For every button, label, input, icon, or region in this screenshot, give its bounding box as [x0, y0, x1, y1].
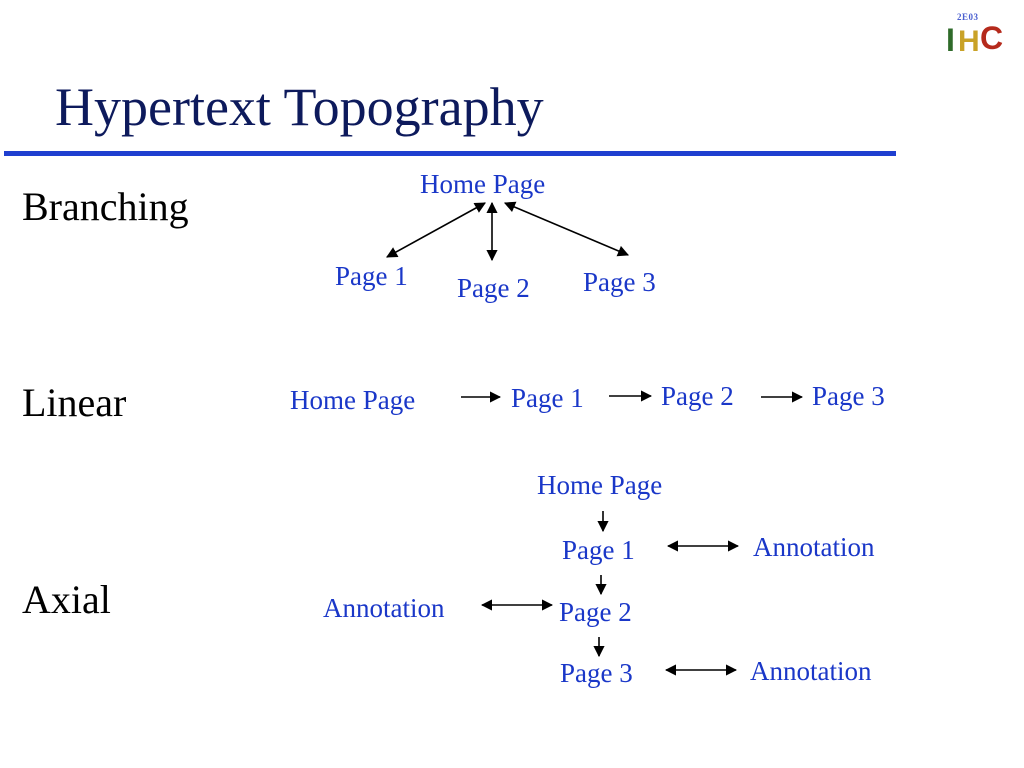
logo-letter-h: H: [958, 25, 980, 58]
branch-node-page2: Page 2: [457, 273, 530, 303]
linear-node-home: Home Page: [290, 385, 416, 415]
logo-letter-c: C: [980, 20, 1004, 56]
linear-node-page1: Page 1: [511, 383, 584, 413]
axial-node-page2: Page 2: [559, 597, 632, 627]
axial-annotation-page1: Annotation: [753, 532, 875, 562]
axial-node-page3: Page 3: [560, 658, 633, 688]
branch-node-page1: Page 1: [335, 261, 408, 291]
section-label-linear: Linear: [22, 380, 127, 425]
branch-arrow-home-page3: [505, 203, 628, 255]
branch-node-home: Home Page: [420, 169, 546, 199]
branch-node-page3: Page 3: [583, 267, 656, 297]
axial-annotation-page3: Annotation: [750, 656, 872, 686]
axial-node-home: Home Page: [537, 470, 663, 500]
axial-node-page1: Page 1: [562, 535, 635, 565]
logo-badge: 2E03: [957, 12, 979, 22]
linear-node-page2: Page 2: [661, 381, 734, 411]
section-label-branching: Branching: [22, 184, 189, 229]
linear-node-page3: Page 3: [812, 381, 885, 411]
branch-arrow-home-page1: [387, 203, 485, 257]
section-label-axial: Axial: [22, 577, 111, 622]
logo-letter-i: I: [946, 22, 955, 58]
axial-annotation-page2: Annotation: [323, 593, 445, 623]
slide-title: Hypertext Topography: [55, 77, 544, 137]
